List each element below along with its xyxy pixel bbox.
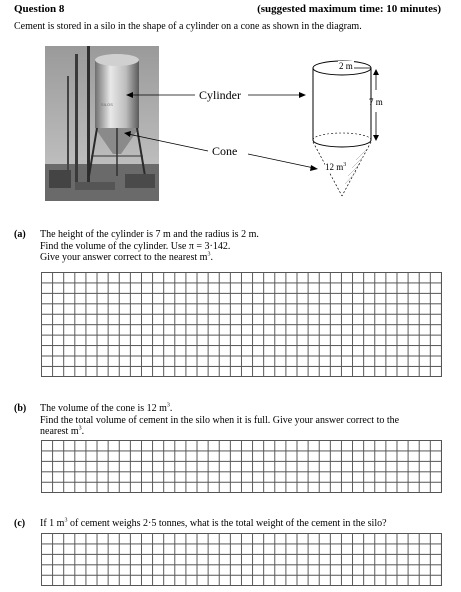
photo-sign-text: SILOS (101, 102, 113, 107)
cone-volume-value: 12 m (325, 162, 344, 172)
answer-grid-a[interactable] (41, 272, 442, 377)
part-c-text-end: of cement weighs 2·5 tonnes, what is the total weight of the cement in the silo? (67, 518, 387, 529)
part-c-text (40, 518, 387, 530)
part-a-label: (a) (14, 229, 26, 240)
radius-label: 2 m (339, 61, 353, 71)
part-a-exponent: 3 (207, 251, 211, 258)
answer-grid-c[interactable] (41, 533, 442, 586)
question-number: Question 8 (14, 3, 65, 15)
part-b-line-1-end: . (169, 403, 173, 414)
part-c-exponent: 3 (64, 517, 68, 524)
part-b-line-3-text: nearest m (40, 426, 79, 437)
part-a-line-2: Find the volume of the cylinder. Use π = 3·142. (40, 240, 231, 252)
silo-diagram (0, 0, 461, 210)
suggested-time: (suggested maximum time: 10 minutes) (257, 3, 441, 15)
answer-grid-b[interactable] (41, 440, 442, 493)
question-intro: Cement is stored in a silo in the shape of a cylinder on a cone as shown in the diagram. (14, 21, 362, 32)
part-a-line-3-end: . (210, 252, 213, 263)
cylinder-label: Cylinder (199, 88, 241, 102)
part-b-exponent-2: 3 (78, 425, 82, 432)
cone-volume-exponent: 3 (343, 162, 347, 168)
cone-volume-label (325, 162, 346, 172)
part-a-line-1: The height of the cylinder is 7 m and the radius is 2 m. (40, 229, 259, 240)
part-b-text (40, 403, 399, 438)
part-b-exponent-1: 3 (166, 402, 170, 409)
part-b-line-3 (40, 426, 399, 438)
part-b-line-1-text: The volume of the cone is 12 m (40, 403, 167, 414)
part-b-line-2: Find the total volume of cement in the silo when it is full. Give your answer correct to the (40, 414, 400, 426)
part-c-label: (c) (14, 518, 26, 529)
part-c-text-start: If 1 m (40, 518, 65, 529)
height-label: 7 m (369, 97, 383, 107)
part-a-text (40, 229, 259, 264)
part-b-label: (b) (14, 403, 27, 414)
cone-label: Cone (212, 144, 238, 158)
part-a-line-3 (40, 252, 259, 264)
part-b-line-3-end: . (81, 426, 85, 437)
part-a-line-3-text: Give your answer correct to the nearest m (40, 252, 208, 263)
part-b-line-1 (40, 403, 399, 415)
